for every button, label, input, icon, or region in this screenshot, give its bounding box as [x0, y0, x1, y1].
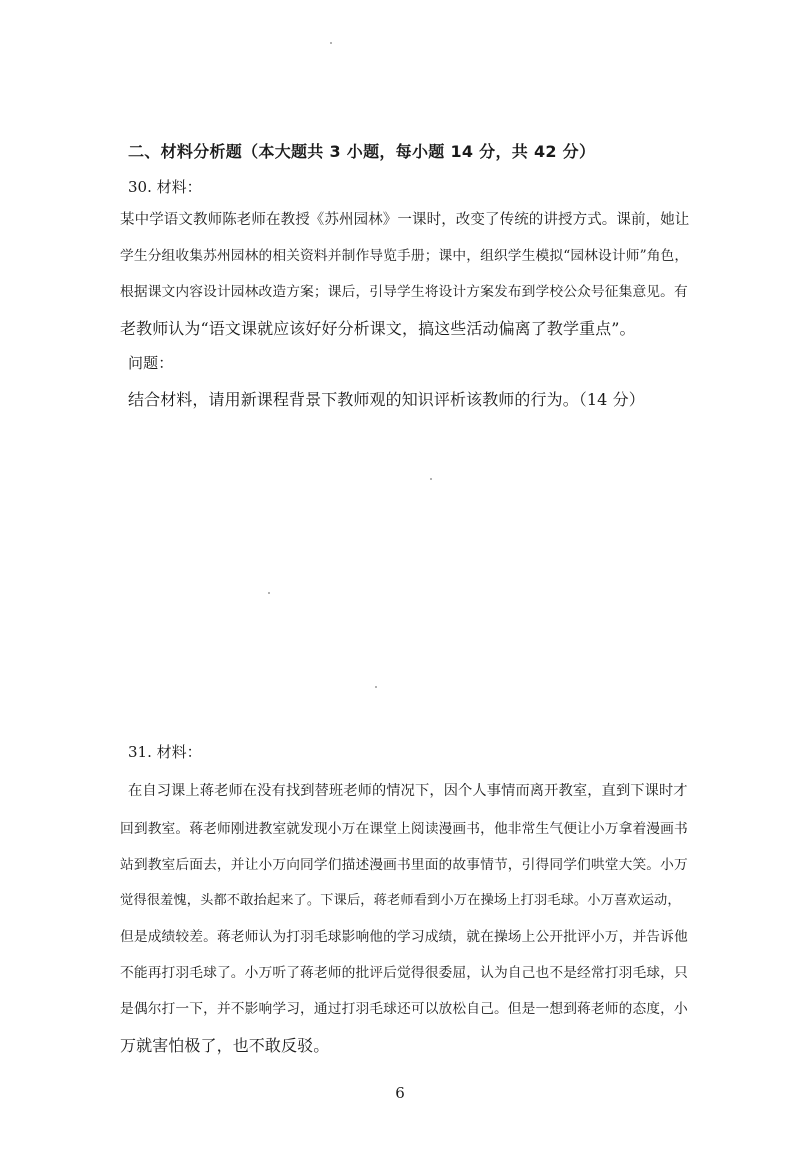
question-30-material-line: 老教师认为“语文课就应该好好分析课文，搞这些活动偏离了教学重点”。: [120, 319, 636, 338]
question-31-material-line: 站到教室后面去，并让小万向同学们描述漫画书里面的故事情节，引得同学们哄堂大笑。小万: [120, 857, 688, 873]
page-number: 6: [395, 1084, 405, 1102]
question-30-material-line: 某中学语文教师陈老师在教授《苏州园林》一课时，改变了传统的讲授方式。课前，她让: [120, 212, 690, 228]
section-heading: 二、材料分析题（本大题共 3 小题，每小题 14 分，共 42 分）: [128, 142, 596, 161]
question-30-label: 30. 材料：: [128, 178, 202, 196]
question-30-question-text: 结合材料，请用新课程背景下教师观的知识评析该教师的行为。（14 分）: [128, 390, 645, 409]
question-31-label: 31. 材料：: [128, 743, 202, 761]
question-30-material-line: 根据课文内容设计园林改造方案；课后，引导学生将设计方案发布到学校公众号征集意见。有: [120, 284, 688, 300]
scan-speck: [330, 42, 332, 44]
question-30-material-line: 学生分组收集苏州园林的相关资料并制作导览手册；课中，组织学生模拟“园林设计师”角色，: [120, 248, 689, 264]
scan-speck: [430, 478, 432, 480]
question-31-material-line: 万就害怕极了，也不敢反驳。: [120, 1036, 330, 1055]
question-31-material-line: 在自习课上蒋老师在没有找到替班老师的情况下，因个人事情而离开教室，直到下课时才: [128, 783, 688, 799]
question-31-material-line: 回到教室。蒋老师刚进教室就发现小万在课堂上阅读漫画书，他非常生气便让小万拿着漫画书: [120, 821, 688, 837]
question-31-material-line: 但是成绩较差。蒋老师认为打羽毛球影响他的学习成绩，就在操场上公开批评小万，并告诉他: [120, 929, 688, 945]
scan-speck: [268, 592, 270, 594]
question-30-question-label: 问题：: [128, 354, 174, 372]
scan-speck: [375, 686, 377, 688]
question-31-material-line: 不能再打羽毛球了。小万听了蒋老师的批评后觉得很委屈，认为自己也不是经常打羽毛球，只: [120, 965, 688, 981]
question-31-material-line: 觉得很羞愧，头都不敢抬起来了。下课后，蒋老师看到小万在操场上打羽毛球。小万喜欢运动，: [120, 893, 681, 908]
question-31-material-line: 是偶尔打一下，并不影响学习，通过打羽毛球还可以放松自己。但是一想到蒋老师的态度，小: [120, 1001, 688, 1017]
